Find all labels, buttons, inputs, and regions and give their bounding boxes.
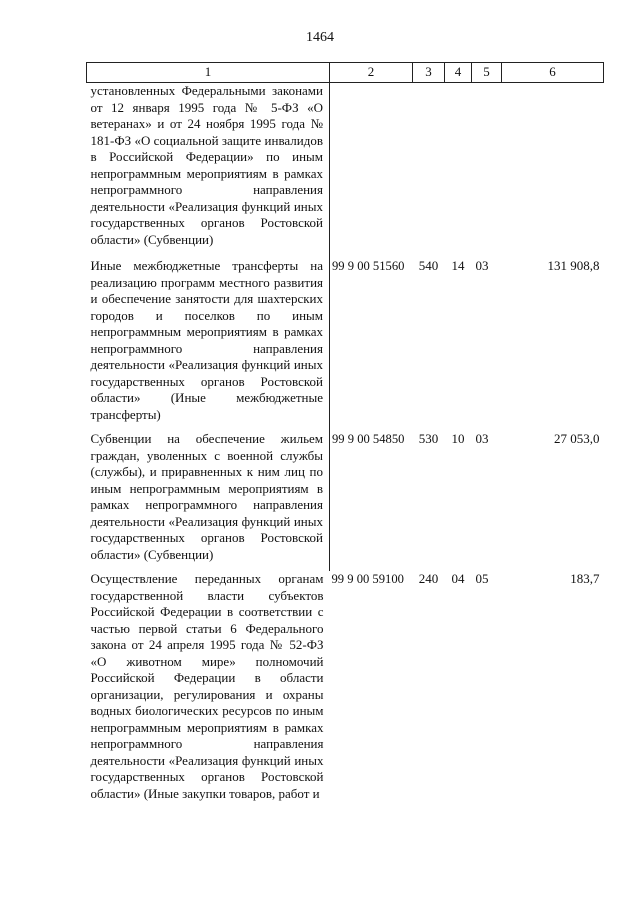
column-header-6: 6: [502, 63, 604, 83]
row-amount: 131 908,8: [547, 258, 600, 273]
row-name: Субвенции на обеспечение жильем граждан, уволенных с военной службы (службы), и приравненных к ним лиц по иным непрограммным мероприятиям в рамках непрограммного направления деятельности «Реализация функций иных государственных органов Ростовской области» (Субвенции): [87, 431, 330, 571]
column-header-5: 5: [472, 63, 502, 83]
row-subsection: 05: [475, 571, 489, 586]
row-name: Иные межбюджетные трансферты на реализацию программ местного развития и обеспечение занятости для шахтерских городов и поселков по иным непрограммным мероприятиям в рамках непрограммного направления деятельности «Реализация функций иных государственных органов Ростовской области» (Иные межбюджетные трансферты): [87, 258, 330, 431]
row-section: 14: [451, 258, 465, 273]
row-expense-type: 530: [418, 431, 439, 446]
row-target-code: 99 9 00 54850: [332, 432, 405, 446]
row-target-code: [330, 83, 413, 259]
column-header-1: 1: [87, 63, 330, 83]
row-expense-type: 540: [418, 258, 439, 273]
column-header-2: 2: [330, 63, 413, 83]
budget-table: [86, 62, 604, 802]
row-amount: 183,7: [570, 571, 600, 586]
table-header-row: [87, 63, 604, 83]
row-name: установленных Федеральными законами от 12 января 1995 года № 5-ФЗ «О ветеранах» и от 24 ноября 1995 года № 181-ФЗ «О социальной защите инвалидов в Российской Федерации» по иным непрограммным мероприятиям в рамках непрограммного направления деятельности «Реализация функций иных государственных органов Ростовской области» (Субвенции): [87, 83, 330, 259]
row-expense-type: 240: [418, 571, 439, 586]
row-section: [445, 83, 472, 259]
row-name: Осуществление переданных органам государственной власти субъектов Российской Федерации в соответствии с частью первой статьи 6 Федерального закона от 24 апреля 1995 года № 52-ФЗ «О животном мире» полномочий Российской Федерации в области организации, регулирования и охраны водных биологических ресурсов по иным непрограммным мероприятиям в рамках непрограммного направления деятельности «Реализация функций иных государственных органов Ростовской области» (Иные закупки товаров, работ и: [90, 571, 324, 801]
row-target-code: 99 9 00 51560: [332, 259, 405, 273]
table-row: [87, 571, 604, 802]
row-expense-type: [413, 83, 445, 259]
row-subsection: 03: [475, 431, 489, 446]
row-target-code: 99 9 00 59100: [331, 572, 404, 586]
row-amount: 27 053,0: [554, 431, 600, 446]
row-section: 04: [451, 571, 465, 586]
column-header-3: 3: [413, 63, 445, 83]
column-header-4: 4: [445, 63, 472, 83]
row-amount: [502, 83, 604, 259]
row-subsection: [472, 83, 502, 259]
row-subsection: 03: [475, 258, 489, 273]
table-row: [87, 83, 604, 259]
row-section: 10: [451, 431, 465, 446]
page-number: 1464: [306, 30, 334, 45]
table-row: [87, 258, 604, 431]
table-row: [87, 431, 604, 571]
